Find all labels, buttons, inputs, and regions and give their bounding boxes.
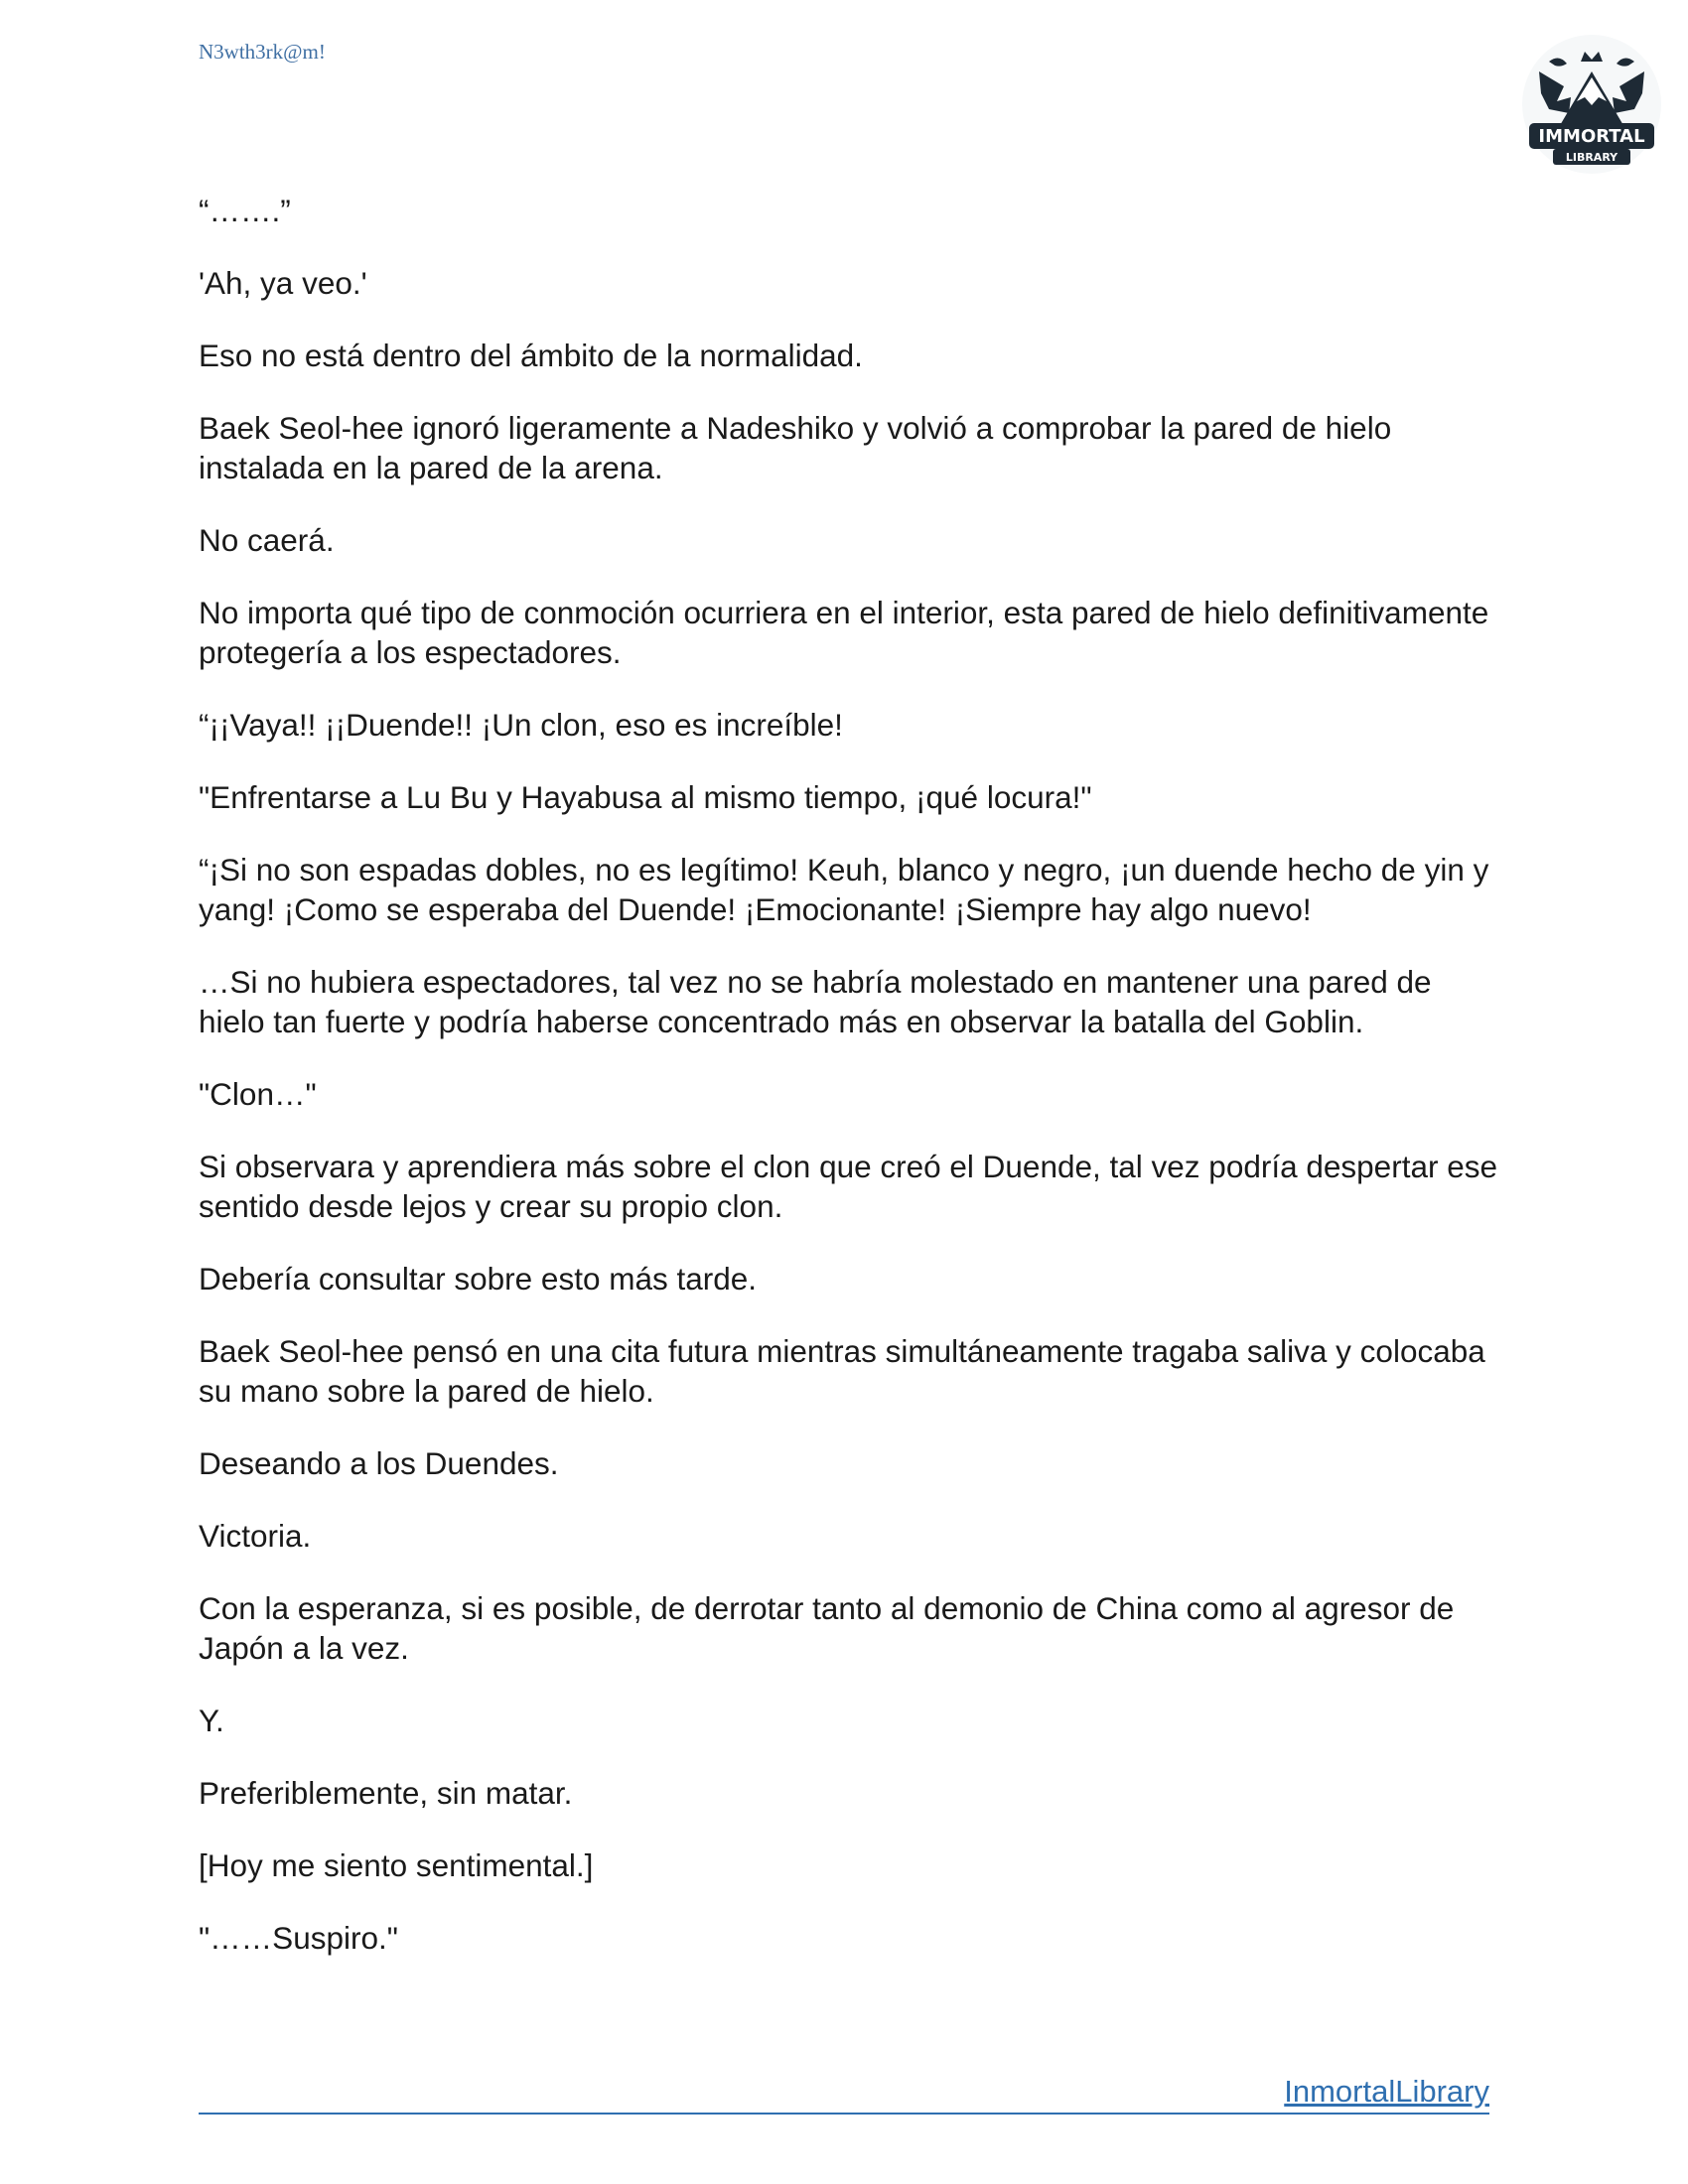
paragraph: Y. xyxy=(199,1703,224,1738)
chapter-text xyxy=(199,191,1499,1990)
paragraph: Con la esperanza, si es posible, de derrotar tanto al demonio de China como al agresor de Japón a la vez. xyxy=(199,1590,1455,1666)
paragraph: Baek Seol-hee pensó en una cita futura mientras simultáneamente tragaba saliva y colocaba su mano sobre la pared de hielo. xyxy=(199,1333,1485,1409)
header-watermark: N3wth3rk@m! xyxy=(199,40,326,64)
immortal-library-crest-icon xyxy=(1519,32,1664,177)
footer-link-label: InmortalLibrary xyxy=(1284,2074,1489,2109)
paragraph: “¡Si no son espadas dobles, no es legítimo! Keuh, blanco y negro, ¡un duende hecho de yin y yang! ¡Como se esperaba del Duende! ¡Emocionante! ¡Siempre hay algo nuevo! xyxy=(199,852,1489,927)
footer-link[interactable] xyxy=(199,2075,1489,2115)
paragraph: "……Suspiro." xyxy=(199,1920,398,1956)
paragraph: Baek Seol-hee ignoró ligeramente a Nadeshiko y volvió a comprobar la pared de hielo instalada en la pared de la arena. xyxy=(199,410,1392,485)
paragraph: Deseando a los Duendes. xyxy=(199,1445,559,1481)
paragraph: No caerá. xyxy=(199,522,335,558)
paragraph: “¡¡Vaya!! ¡¡Duende!! ¡Un clon, eso es increíble! xyxy=(199,707,843,743)
paragraph: Preferiblemente, sin matar. xyxy=(199,1775,573,1811)
paragraph: Eso no está dentro del ámbito de la normalidad. xyxy=(199,338,863,373)
paragraph: …Si no hubiera espectadores, tal vez no se habría molestado en mantener una pared de hielo tan fuerte y podría haberse concentrado más en observar la batalla del Goblin. xyxy=(199,964,1432,1039)
paragraph: [Hoy me siento sentimental.] xyxy=(199,1847,594,1883)
paragraph: Victoria. xyxy=(199,1518,312,1554)
immortal-library-logo xyxy=(1519,32,1664,177)
logo-line1: IMMORTAL xyxy=(1538,126,1645,147)
paragraph: "Enfrentarse a Lu Bu y Hayabusa al mismo tiempo, ¡qué locura!" xyxy=(199,779,1092,815)
paragraph: “…….” xyxy=(199,193,291,228)
paragraph: Debería consultar sobre esto más tarde. xyxy=(199,1261,758,1297)
paragraph: No importa qué tipo de conmoción ocurriera en el interior, esta pared de hielo definitivamente protegería a los espectadores. xyxy=(199,595,1489,670)
paragraph: Si observara y aprendiera más sobre el clon que creó el Duende, tal vez podría despertar ese sentido desde lejos y crear su propio clon. xyxy=(199,1149,1497,1224)
logo-line2: LIBRARY xyxy=(1565,151,1618,164)
paragraph: 'Ah, ya veo.' xyxy=(199,265,367,301)
paragraph: "Clon…" xyxy=(199,1076,317,1112)
